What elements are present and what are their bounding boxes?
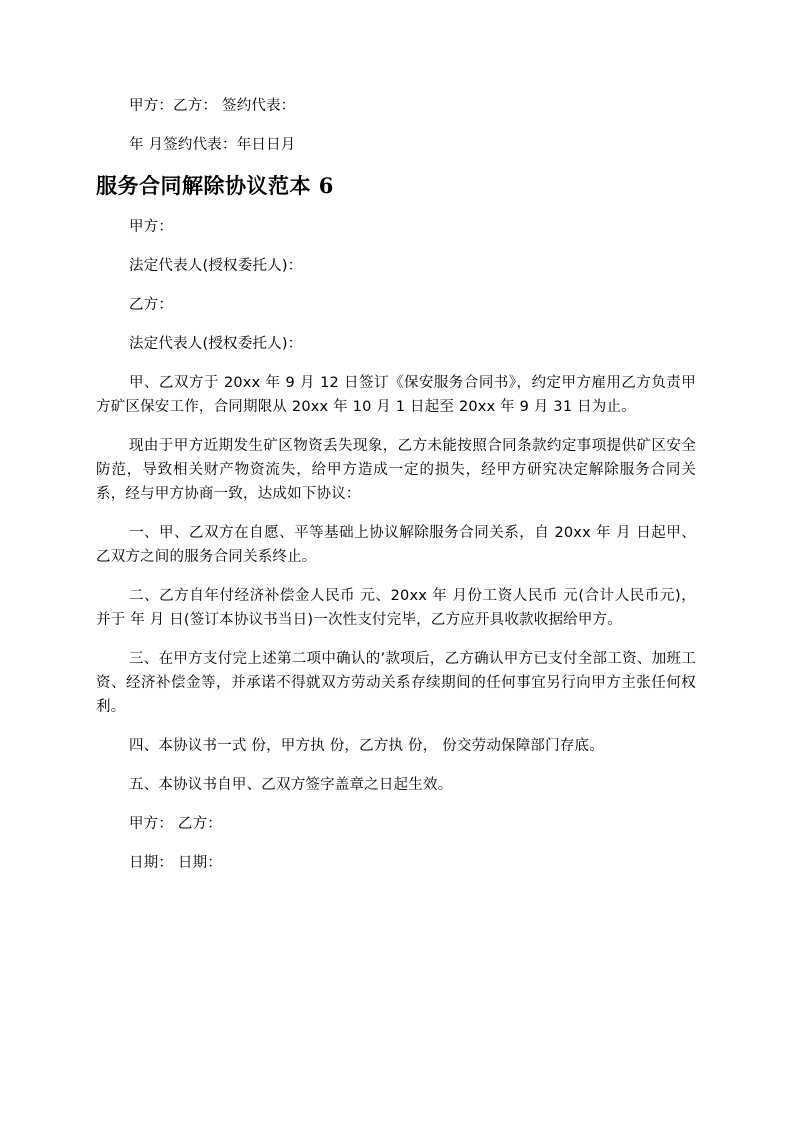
clause-4: 四、本协议书一式 份，甲方执 份，乙方执 份， 份交劳动保障部门存底。 bbox=[129, 738, 604, 754]
clause-1: 一、甲、乙双方在自愿、平等基础上协议解除服务合同关系，自 20xx 年 月 日起甲、乙双方之间的服务合同关系终止。 bbox=[96, 525, 696, 565]
signature-line-date: 年 月签约代表：年日日月 bbox=[129, 137, 296, 153]
clause-2: 二、乙方自年付经济补偿金人民币 元、20xx 年 月份工资人民币 元(合计人民币元)，并于 年 月 日(签订本协议书当日)一次性支付完毕，乙方应开具收款收据给甲方。 bbox=[96, 588, 696, 628]
party-a-representative: 法定代表人(授权委托人)： bbox=[129, 258, 303, 274]
contract-background-paragraph: 甲、乙双方于 20xx 年 9 月 12 日签订《保安服务合同书》，约定甲方雇用乙方负责甲方矿区保安工作，合同期限从 20xx 年 10 月 1 日起至 20xx 年 9 月 31 日为止。 bbox=[96, 375, 696, 415]
document-body bbox=[96, 94, 696, 875]
signature-parties: 甲方： 乙方： bbox=[129, 816, 223, 832]
party-b-label: 乙方： bbox=[129, 297, 174, 313]
party-b-representative: 法定代表人(授权委托人)： bbox=[129, 336, 303, 352]
signature-dates: 日期： 日期： bbox=[129, 855, 223, 871]
clause-5: 五、本协议书自甲、乙双方签字盖章之日起生效。 bbox=[129, 777, 453, 793]
clause-3: 三、在甲方支付完上述第二项中确认的’款项后，乙方确认甲方已支付全部工资、加班工资、经济补偿金等，并承诺不得就双方劳动关系存续期间的任何事宜另行向甲方主张任何权利。 bbox=[96, 651, 696, 715]
party-a-label: 甲方： bbox=[129, 219, 174, 235]
termination-reason-paragraph: 现由于甲方近期发生矿区物资丢失现象，乙方未能按照合同条款约定事项提供矿区安全防范，导致相关财产物资流失，给甲方造成一定的损失，经甲方研究决定解除服务合同关系，经与甲方协商一致，达成如下协议： bbox=[96, 438, 696, 502]
section-title: 服务合同解除协议范本 6 bbox=[96, 173, 334, 198]
signature-line-parties: 甲方：乙方： 签约代表： bbox=[129, 98, 296, 114]
